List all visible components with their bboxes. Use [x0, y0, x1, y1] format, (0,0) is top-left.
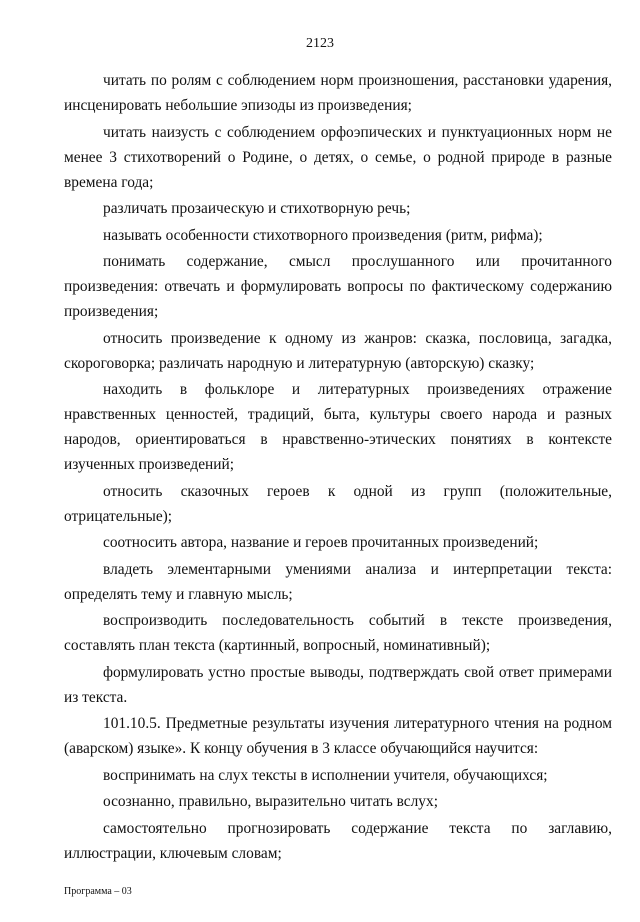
document-body — [64, 68, 612, 867]
paragraph: относить сказочных героев к одной из групп (положительные, отрицательные); — [64, 482, 612, 525]
paragraph: находить в фольклоре и литературных произведениях отражение нравственных ценностей, традиций, быта, культуры своего народа и разных народов, ориентироваться в нравственно-этических понятиях в контексте изученных произведений; — [64, 381, 612, 473]
paragraph: воспринимать на слух тексты в исполнении учителя, обучающихся; — [103, 766, 548, 784]
paragraph: владеть элементарными умениями анализа и интерпретации текста: определять тему и главную мысль; — [64, 560, 612, 603]
paragraph: формулировать устно простые выводы, подтверждать свой ответ примерами из текста. — [64, 663, 612, 706]
section-heading-paragraph: 101.10.5. Предметные результаты изучения литературного чтения на родном (аварском) языке». К концу обучения в 3 классе обучающийся научится: — [64, 715, 612, 757]
paragraph: называть особенности стихотворного произведения (ритм, рифма); — [103, 226, 543, 244]
page-number: 2123 — [306, 36, 334, 51]
paragraph: относить произведение к одному из жанров: сказка, пословица, загадка, скороговорка; различать народную и литературную (авторскую) сказку; — [64, 329, 612, 372]
paragraph: читать по ролям с соблюдением норм произношения, расстановки ударения, инсценировать небольшие эпизоды из произведения; — [64, 72, 612, 114]
paragraph: осознанно, правильно, выразительно читать вслух; — [103, 793, 438, 810]
paragraph: различать прозаическую и стихотворную речь; — [103, 200, 411, 217]
paragraph: самостоятельно прогнозировать содержание текста по заглавию, иллюстрации, ключевым словам; — [64, 819, 612, 862]
paragraph: соотносить автора, название и героев прочитанных произведений; — [103, 534, 539, 551]
paragraph: понимать содержание, смысл прослушанного или прочитанного произведения: отвечать и формулировать вопросы по фактическому содержанию произведения; — [64, 253, 612, 320]
page-footer: Программа – 03 — [64, 886, 132, 897]
paragraph: воспроизводить последовательность событий в тексте произведения, составлять план текста (картинный, вопросный, номинативный); — [64, 612, 612, 654]
paragraph: читать наизусть с соблюдением орфоэпических и пунктуационных норм не менее 3 стихотворений о Родине, о детях, о семье, о родной природе в разные времена года; — [64, 123, 612, 191]
